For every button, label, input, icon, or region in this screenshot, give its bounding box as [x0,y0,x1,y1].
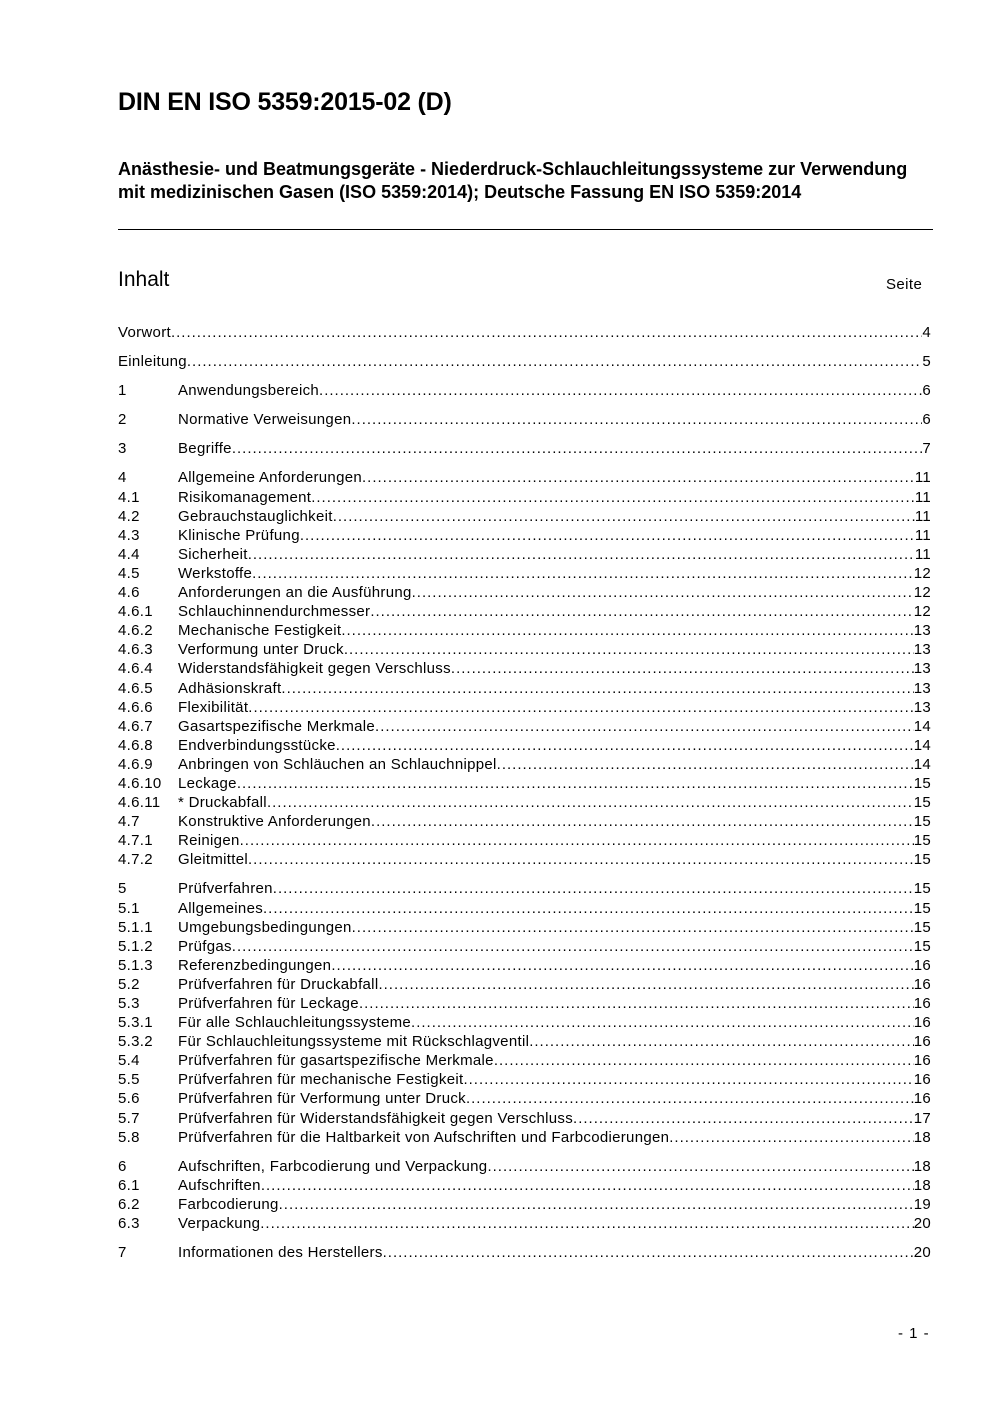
toc-entry-body [178,640,914,659]
toc-entry[interactable] [118,1243,931,1262]
toc-entry-page: 20 [913,1244,931,1262]
toc-entry-body [178,698,914,717]
toc-entry-title: Sicherheit [178,545,248,563]
toc-entry-title: Leckage [178,774,237,792]
toc-entry[interactable] [118,793,931,812]
toc-entry[interactable] [118,1195,931,1214]
toc-entry[interactable] [118,621,931,640]
toc-entry-number: 6 [118,1157,127,1175]
toc-entry-title: Für alle Schlauchleitungssysteme [178,1014,412,1032]
toc-entry-page: 16 [913,1033,931,1051]
toc-entry-number: 4.4 [118,545,140,563]
toc-entry-page: 13 [913,660,931,678]
toc-entry-body [178,899,914,918]
toc-entry-page: 15 [913,880,931,898]
toc-entry-body [178,439,922,458]
toc-dot-leader [333,507,915,526]
toc-dot-leader [529,1032,913,1051]
toc-entry[interactable] [118,1109,931,1128]
toc-dot-leader [362,468,915,487]
toc-entry-number: 4.6.3 [118,641,153,659]
toc-entry-title: Klinische Prüfung [178,526,300,544]
toc-entry-number: 6.3 [118,1215,140,1233]
toc-entry-page: 15 [913,813,931,831]
toc-entry-number: 3 [118,440,127,458]
toc-entry-number: 4.6.10 [118,774,162,792]
toc-entry[interactable] [118,1032,931,1051]
toc-entry-title: Prüfverfahren für Verformung unter Druck [178,1090,466,1108]
toc-entry-title: Informationen des Herstellers [178,1244,383,1262]
toc-entry-number: 6.2 [118,1195,140,1213]
toc-entry[interactable] [118,1157,931,1176]
toc-entry-page: 16 [913,1071,931,1089]
toc-entry-body [178,1195,914,1214]
toc-entry-body [178,975,914,994]
toc-entry-page: 15 [913,794,931,812]
toc-entry-title: Prüfverfahren für Druckabfall [178,975,379,993]
toc-entry-page: 16 [913,1014,931,1032]
toc-entry-title: Widerstandsfähigkeit gegen Verschluss [178,660,451,678]
toc-entry-page: 12 [913,564,931,582]
toc-dot-leader [311,488,915,507]
toc-entry-body [178,956,914,975]
toc-entry[interactable] [118,698,931,717]
toc-dot-leader [463,1070,913,1089]
toc-entry-number: 5.7 [118,1109,140,1127]
toc-entry-body [178,850,914,869]
toc-entry[interactable] [118,659,931,678]
toc-entry-body [178,410,922,429]
toc-entry-body [118,323,922,342]
toc-entry-body [178,1157,914,1176]
toc-entry-title: Allgemeines [178,899,264,917]
document-title: Anästhesie- und Beatmungsgeräte - Niederdruck-Schlauchleitungssysteme zur Verwendung mit medizinischen Gasen (ISO 5359:2014); Deutsche Fassung EN ISO 5359:2014 [118,159,908,202]
toc-entry-body [178,602,914,621]
toc-entry-title: Gleitmittel [178,851,248,869]
toc-entry-body [178,1070,914,1089]
toc-entry-page: 20 [913,1215,931,1233]
toc-entry-body [178,812,914,831]
toc-entry-title: Flexibilität [178,698,249,716]
toc-entry-title: Schlauchinnendurchmesser [178,603,371,621]
toc-entry[interactable] [118,410,931,429]
toc-entry-page: 11 [914,488,931,506]
toc-entry-number: 4.7.2 [118,851,153,869]
toc-entry[interactable] [118,937,931,956]
toc-entry-title: Allgemeine Anforderungen [178,469,362,487]
toc-entry[interactable] [118,602,931,621]
toc-dot-leader [248,545,915,564]
toc-entry-title: Endverbindungsstücke [178,736,336,754]
toc-dot-leader [300,526,915,545]
toc-entry-title: Prüfverfahren [178,880,273,898]
toc-entry-title: Prüfverfahren für Leckage [178,995,359,1012]
toc-entry-title: * Druckabfall [178,794,267,812]
toc-entry[interactable] [118,507,931,526]
toc-entry-title: Konstruktive Anforderungen [178,813,371,831]
toc-entry-body [178,918,914,937]
toc-entry-page: 16 [913,1052,931,1070]
toc-entry-title: Mechanische Festigkeit [178,622,342,640]
toc-dot-leader [497,755,914,774]
toc-entry[interactable] [118,583,931,602]
toc-dot-leader [573,1109,914,1128]
toc-entry-page: 15 [913,918,931,936]
toc-entry-number: 5.4 [118,1052,140,1070]
toc-dot-leader [359,994,914,1013]
toc-dot-leader [240,831,914,850]
toc-entry-title: Prüfverfahren für gasartspezifische Merkmale [178,1052,494,1070]
toc-dot-leader [352,918,914,937]
toc-entry-page: 5 [922,353,931,371]
toc-entry-number: 4.6.1 [118,603,153,621]
toc-dot-leader [375,717,914,736]
toc-dot-leader [281,679,913,698]
toc-entry-number: 5.3.1 [118,1014,153,1032]
toc-entry[interactable] [118,545,931,564]
toc-entry-body [178,526,915,545]
toc-entry-page: 16 [913,1090,931,1108]
toc-entry-page: 12 [913,584,931,602]
toc-entry-title: Reinigen [178,832,240,850]
toc-entry-body [178,1013,914,1032]
toc-entry[interactable] [118,994,931,1013]
toc-entry-page: 15 [913,851,931,869]
toc-entry-body [178,879,914,898]
toc-entry-title: Anforderungen an die Ausführung [178,584,412,602]
toc-entry-number: 6.1 [118,1176,140,1194]
toc-entry-number: 7 [118,1244,127,1262]
toc-entry-body [178,583,914,602]
toc-entry-title: Farbcodierung [178,1195,279,1213]
toc-entry-number: 4.6.7 [118,717,153,735]
toc-entry[interactable] [118,439,931,458]
toc-entry-number: 2 [118,411,127,429]
toc-entry-title: Für Schlauchleitungssysteme mit Rückschlagventil [178,1033,530,1051]
toc-entry-body [178,659,914,678]
toc-entry-title: Prüfverfahren für mechanische Festigkeit [178,1071,464,1089]
toc-entry[interactable] [118,679,931,698]
toc-entry-page: 13 [913,622,931,640]
toc-entry-page: 11 [914,526,931,544]
toc-entry[interactable] [118,488,931,507]
toc-entry-page: 11 [914,545,931,563]
toc-entry[interactable] [118,526,931,545]
toc-entry-body [178,1051,914,1070]
toc-dot-leader [383,1243,914,1262]
toc-entry-page: 15 [913,832,931,850]
toc-dot-leader [378,975,913,994]
toc-entry[interactable] [118,640,931,659]
toc-entry-body [178,937,914,956]
toc-entry[interactable] [118,812,931,831]
toc-dot-leader [466,1089,914,1108]
toc-entry[interactable] [118,564,931,583]
toc-dot-leader [669,1128,913,1147]
toc-entry[interactable] [118,755,931,774]
toc-entry-title: Werkstoffe [178,564,253,582]
toc-entry-number: 5.1.3 [118,956,153,974]
toc-entry-body [118,352,922,371]
toc-entry-number: 4.6.9 [118,755,153,773]
toc-entry-body [178,1176,914,1195]
table-of-contents [118,323,931,1262]
toc-entry[interactable] [118,1089,931,1108]
toc-dot-leader [171,323,922,342]
toc-dot-leader [260,1214,913,1233]
toc-dot-leader [344,640,914,659]
toc-entry-body [178,994,914,1013]
toc-entry-page: 16 [913,956,931,974]
toc-entry-page: 16 [913,995,931,1012]
toc-entry-number: 4.6.2 [118,622,153,640]
page-number: - 1 - [898,1325,930,1342]
toc-entry-title: Vorwort [118,324,171,341]
toc-entry[interactable] [118,468,931,487]
toc-entry-number: 5.3.2 [118,1033,153,1051]
toc-entry-body [178,468,915,487]
toc-entry-title: Gebrauchstauglichkeit [178,507,333,525]
toc-entry-body [178,488,915,507]
toc-entry-title: Verpackung [178,1215,261,1233]
toc-entry-number: 4.3 [118,526,140,544]
toc-entry-number: 4.6.4 [118,660,153,678]
toc-dot-leader [232,937,914,956]
toc-entry-number: 5.6 [118,1090,140,1108]
toc-entry-body [178,1089,914,1108]
toc-entry-number: 5.2 [118,975,140,993]
toc-entry[interactable] [118,899,931,918]
toc-entry-page: 12 [913,603,931,621]
toc-entry[interactable] [118,975,931,994]
toc-entry-body [178,717,914,736]
toc-dot-leader [232,439,923,458]
toc-entry-body [178,507,915,526]
toc-entry[interactable] [118,850,931,869]
toc-entry-title: Prüfgas [178,937,232,955]
toc-entry-title: Adhäsionskraft [178,679,282,697]
toc-entry[interactable] [118,918,931,937]
toc-entry-page: 14 [913,736,931,754]
toc-entry-body [178,755,914,774]
toc-entry[interactable] [118,1070,931,1089]
toc-entry-body [178,1128,914,1147]
toc-entry-body [178,1032,914,1051]
toc-entry-number: 4.6.6 [118,698,153,716]
toc-entry-title: Anwendungsbereich [178,382,320,400]
toc-entry-title: Einleitung [118,353,187,371]
toc-entry-number: 5.5 [118,1071,140,1089]
toc-entry[interactable] [118,831,931,850]
toc-entry-body [178,1109,914,1128]
toc-dot-leader [279,1195,914,1214]
toc-dot-leader [263,899,914,918]
toc-entry-number: 5.1 [118,899,140,917]
toc-dot-leader [370,602,913,621]
toc-dot-leader [261,1176,914,1195]
toc-dot-leader [351,410,922,429]
toc-entry-page: 4 [922,324,931,341]
toc-entry-number: 4 [118,469,127,487]
toc-entry-number: 5.8 [118,1128,140,1146]
toc-dot-leader [187,352,922,371]
toc-entry-page: 15 [913,774,931,792]
toc-entry-number: 4.7.1 [118,832,153,850]
toc-entry-title: Prüfverfahren für die Haltbarkeit von Aufschriften und Farbcodierungen [178,1128,670,1146]
toc-entry-body [178,545,915,564]
toc-entry-number: 5.1.2 [118,937,153,955]
toc-page-column-label: Seite [886,276,923,293]
toc-entry-title: Normative Verweisungen [178,411,352,429]
toc-dot-leader [487,1157,913,1176]
toc-dot-leader [252,564,914,583]
toc-entry-body [178,831,914,850]
toc-entry-title: Referenzbedingungen [178,956,332,974]
toc-dot-leader [273,879,914,898]
toc-heading: Inhalt [118,268,170,291]
toc-entry-body [178,774,914,793]
toc-entry-page: 13 [913,679,931,697]
toc-dot-leader [494,1051,914,1070]
toc-entry-number: 4.1 [118,488,140,506]
toc-entry-page: 18 [913,1176,931,1194]
toc-entry-page: 7 [922,440,931,458]
toc-entry-body [178,1214,914,1233]
toc-entry[interactable] [118,1128,931,1147]
toc-entry[interactable] [118,1051,931,1070]
toc-entry[interactable] [118,879,931,898]
toc-dot-leader [336,736,914,755]
toc-entry-title: Verformung unter Druck [178,641,344,659]
toc-dot-leader [451,659,914,678]
toc-entry-page: 14 [913,755,931,773]
toc-entry[interactable] [118,1214,931,1233]
toc-entry-page: 18 [913,1157,931,1175]
toc-entry-page: 15 [913,937,931,955]
toc-entry-title: Umgebungsbedingungen [178,918,352,936]
toc-entry-page: 16 [913,975,931,993]
toc-entry-page: 19 [913,1195,931,1213]
toc-entry[interactable] [118,717,931,736]
toc-entry-page: 11 [914,469,931,487]
toc-dot-leader [248,850,914,869]
toc-entry-number: 4.6.11 [118,794,161,812]
toc-entry-number: 4.7 [118,813,140,831]
toc-entry[interactable] [118,774,931,793]
toc-entry-number: 5.3 [118,995,140,1012]
toc-entry[interactable] [118,352,931,371]
toc-entry-number: 5.1.1 [118,918,153,936]
toc-entry-title: Aufschriften [178,1176,261,1194]
toc-entry-title: Begriffe [178,440,232,458]
toc-entry-title: Gasartspezifische Merkmale [178,717,376,735]
toc-entry-title: Prüfverfahren für Widerstandsfähigkeit gegen Verschluss [178,1109,574,1127]
toc-entry[interactable] [118,736,931,755]
toc-entry-number: 1 [118,382,127,400]
toc-entry-body [178,564,914,583]
toc-entry-page: 13 [913,698,931,716]
toc-dot-leader [411,1013,914,1032]
toc-entry-body [178,381,922,400]
toc-entry[interactable] [118,381,931,400]
toc-entry-number: 4.5 [118,564,140,582]
toc-entry-page: 18 [913,1128,931,1146]
toc-entry-page: 15 [913,899,931,917]
toc-dot-leader [412,583,914,602]
toc-entry[interactable] [118,323,931,342]
toc-entry-number: 5 [118,880,127,898]
toc-entry[interactable] [118,1013,931,1032]
toc-dot-leader [248,698,913,717]
toc-entry-number: 4.6.8 [118,736,153,754]
toc-entry-title: Risikomanagement [178,488,312,506]
toc-entry-body [178,1243,914,1262]
toc-entry-title: Aufschriften, Farbcodierung und Verpackung [178,1157,488,1175]
title-divider [118,229,933,230]
toc-entry-page: 6 [922,411,931,429]
toc-entry-page: 14 [913,717,931,735]
toc-dot-leader [267,793,914,812]
toc-entry-number: 4.6.5 [118,679,153,697]
toc-entry[interactable] [118,1176,931,1195]
toc-entry-title: Anbringen von Schläuchen an Schlauchnippel [178,755,497,773]
toc-entry[interactable] [118,956,931,975]
toc-entry-body [178,679,914,698]
toc-dot-leader [371,812,914,831]
toc-entry-page: 6 [922,382,931,400]
toc-dot-leader [237,774,914,793]
toc-entry-page: 17 [913,1109,931,1127]
toc-entry-page: 13 [913,641,931,659]
toc-entry-body [178,736,914,755]
toc-entry-body [178,621,914,640]
toc-dot-leader [331,956,913,975]
toc-dot-leader [319,381,922,400]
toc-entry-number: 4.2 [118,507,140,525]
toc-entry-page: 11 [914,507,931,525]
toc-entry-body [178,793,914,812]
document-id: DIN EN ISO 5359:2015-02 (D) [118,88,452,116]
toc-entry-number: 4.6 [118,584,140,602]
toc-dot-leader [341,621,913,640]
